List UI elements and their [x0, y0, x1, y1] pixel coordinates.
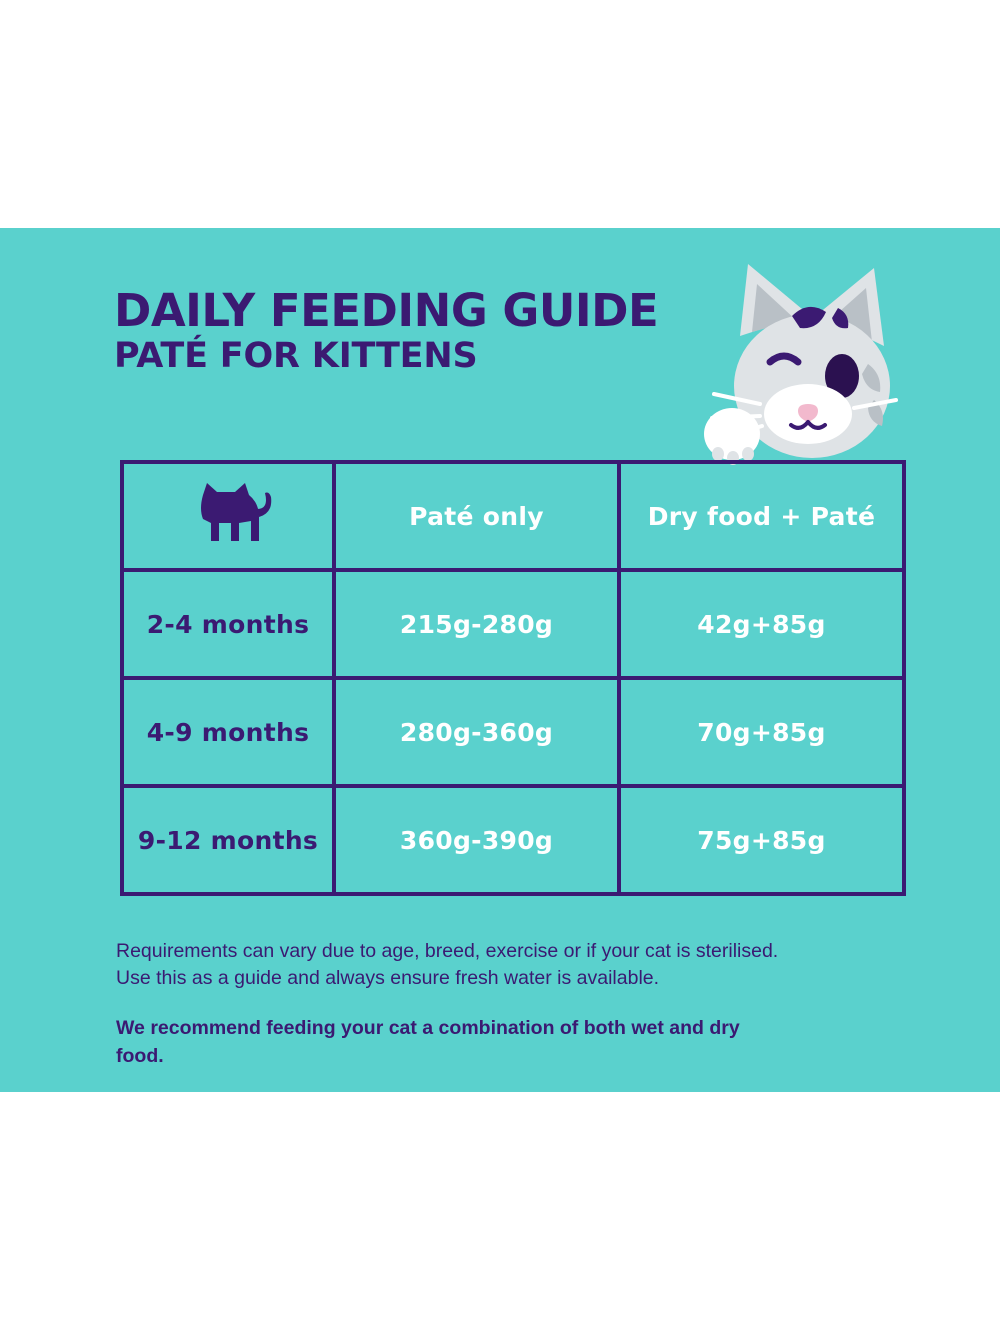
table-row — [122, 678, 904, 786]
table-row — [122, 570, 904, 678]
cell-dry-plus-pate: 75g+85g — [619, 786, 904, 894]
kitten-peeking-illustration — [688, 258, 903, 488]
table-row — [122, 786, 904, 894]
row-label-age: 4-9 months — [122, 678, 334, 786]
note-requirements: Requirements can vary due to age, breed, exercise or if your cat is sterilised. Use this as a guide and always ensure fresh water is available. — [116, 939, 779, 990]
cell-dry-plus-pate: 42g+85g — [619, 570, 904, 678]
row-label-age: 2-4 months — [122, 570, 334, 678]
column-header-dry-plus-pate: Dry food + Paté — [619, 462, 904, 570]
teal-panel — [0, 228, 1000, 1092]
cell-pate-only: 360g-390g — [334, 786, 619, 894]
column-header-pate-only: Paté only — [334, 462, 619, 570]
notes — [116, 918, 906, 1092]
page-title: DAILY FEEDING GUIDE — [114, 284, 659, 337]
cat-silhouette-icon — [122, 462, 334, 570]
note-recommendation: We recommend feeding your cat a combination of both wet and dry food. — [116, 1016, 740, 1067]
cell-pate-only: 215g-280g — [334, 570, 619, 678]
cell-dry-plus-pate: 70g+85g — [619, 678, 904, 786]
table-header-row — [122, 462, 904, 570]
page-subtitle: PATÉ FOR KITTENS — [114, 335, 478, 376]
cell-pate-only: 280g-360g — [334, 678, 619, 786]
feeding-table — [120, 460, 906, 896]
header — [114, 284, 659, 376]
row-label-age: 9-12 months — [122, 786, 334, 894]
